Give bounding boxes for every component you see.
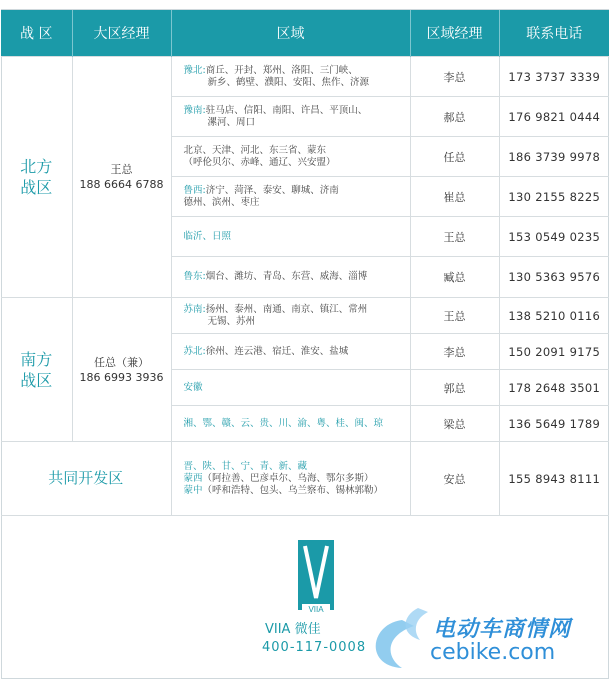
table-row [1, 298, 609, 334]
manager-name: 任总（兼） [94, 355, 149, 369]
area-tag: 临沂、日照 [183, 230, 232, 242]
brand-phone: 400-117-0008 [262, 640, 367, 655]
header-area-manager: 区域经理 [410, 10, 499, 57]
area-manager: 郝总 [410, 97, 499, 137]
phone-number: 138 5210 0116 [499, 298, 609, 334]
header-phone: 联系电话 [499, 10, 609, 57]
phone-number: 150 2091 9175 [499, 334, 609, 370]
area-tag: 苏南: [183, 303, 206, 315]
zone-cell-south [1, 298, 72, 442]
area-list: 北京、天津、河北、东三省、蒙东 [183, 144, 327, 156]
area-list: 无锡、苏州 [207, 315, 256, 327]
phone-number: 186 3739 9978 [499, 137, 609, 177]
phone-number: 136 5649 1789 [499, 406, 609, 442]
manager-name: 王总 [110, 163, 133, 176]
area-manager: 李总 [410, 57, 499, 97]
area-tag: 蒙西 [183, 472, 203, 484]
area-list: 济宁、菏泽、泰安、聊城、济南 [205, 184, 339, 196]
zone-name: 战区 [20, 178, 53, 197]
area-cell [171, 370, 410, 406]
area-cell [171, 298, 410, 334]
phone-number: 173 3737 3339 [499, 57, 609, 97]
area-manager: 郭总 [410, 370, 499, 406]
manager-phone: 188 6664 6788 [79, 178, 164, 191]
area-list: （呼和浩特、包头、乌兰察布、锡林郭勒） [202, 484, 384, 496]
area-tag: 鲁东: [183, 271, 206, 282]
phone-number: 153 0549 0235 [499, 217, 609, 257]
area-cell [171, 217, 410, 257]
area-cell [171, 137, 410, 177]
header-regional-manager: 大区经理 [72, 10, 171, 57]
manager-phone: 186 6993 3936 [79, 370, 164, 384]
area-manager: 梁总 [410, 406, 499, 442]
brand-name: VIIA 微佳 [265, 622, 321, 637]
area-manager: 安总 [410, 442, 499, 516]
area-tag: 苏北: [183, 345, 206, 357]
phone-number: 130 2155 8225 [499, 177, 609, 217]
area-list: 徐州、连云港、宿迁、淮安、盐城 [205, 345, 349, 357]
area-list: 德州、滨州、枣庄 [183, 196, 260, 208]
header-area: 区域 [171, 10, 410, 57]
phone-number: 176 9821 0444 [499, 97, 609, 137]
regional-manager-south [72, 298, 171, 442]
zone-name: 南方 [20, 349, 53, 369]
area-list: （呼伦贝尔、赤峰、通辽、兴安盟） [183, 156, 336, 168]
area-list: 扬州、泰州、南通、南京、镇江、常州 [205, 303, 368, 315]
zone-name: 战区 [20, 370, 53, 390]
zone-name: 北方 [20, 157, 53, 176]
area-tag: 蒙中 [183, 484, 203, 496]
area-manager: 李总 [410, 334, 499, 370]
table-row [1, 442, 609, 516]
area-tag: 豫南: [183, 104, 206, 116]
area-tag: 湘、鄂、赣、云、贵、川、渝、粤、桂、闽、琼 [183, 417, 384, 429]
header-zone: 战 区 [1, 10, 72, 57]
area-manager: 任总 [410, 137, 499, 177]
area-tag: 安徽 [183, 381, 203, 393]
area-cell [171, 97, 410, 137]
area-cell [171, 442, 410, 516]
contact-table [1, 10, 609, 516]
area-list: 晋、陕、甘、宁、青、新、藏 [183, 460, 308, 472]
area-list: 漯河、周口 [207, 116, 256, 128]
area-cell [171, 334, 410, 370]
area-list: 驻马店、信阳、南阳、许昌、平顶山、 [205, 104, 368, 116]
table-row [1, 57, 609, 97]
area-list: 商丘、开封、郑州、洛阳、三门峡、 [205, 64, 358, 76]
area-cell [171, 257, 410, 298]
phone-number: 130 5363 9576 [499, 257, 609, 298]
area-list: 新乡、鹤壁、濮阳、安阳、焦作、济源 [207, 76, 370, 88]
area-manager: 崔总 [410, 177, 499, 217]
area-tag: 鲁西: [183, 184, 206, 196]
area-tag: 豫北: [183, 64, 206, 76]
phone-number: 155 8943 8111 [499, 442, 609, 516]
phone-number: 178 2648 3501 [499, 370, 609, 406]
area-cell [171, 406, 410, 442]
area-manager: 王总 [410, 217, 499, 257]
watermark-domain: cebike.com [430, 640, 556, 665]
logo-mark-text: VIIA [308, 605, 324, 614]
zone-cell-shared: 共同开发区 [1, 442, 171, 516]
regional-manager-north [72, 57, 171, 298]
zone-cell-north [1, 57, 72, 298]
area-cell [171, 57, 410, 97]
table-header-row [1, 10, 609, 57]
area-manager: 臧总 [410, 257, 499, 298]
area-list: 烟台、潍坊、青岛、东营、威海、淄博 [205, 271, 368, 282]
area-manager: 王总 [410, 298, 499, 334]
area-list: （阿拉善、巴彦卓尔、乌海、鄂尔多斯） [202, 472, 374, 484]
area-cell [171, 177, 410, 217]
watermark-title: 电动车商情网 [433, 616, 572, 642]
